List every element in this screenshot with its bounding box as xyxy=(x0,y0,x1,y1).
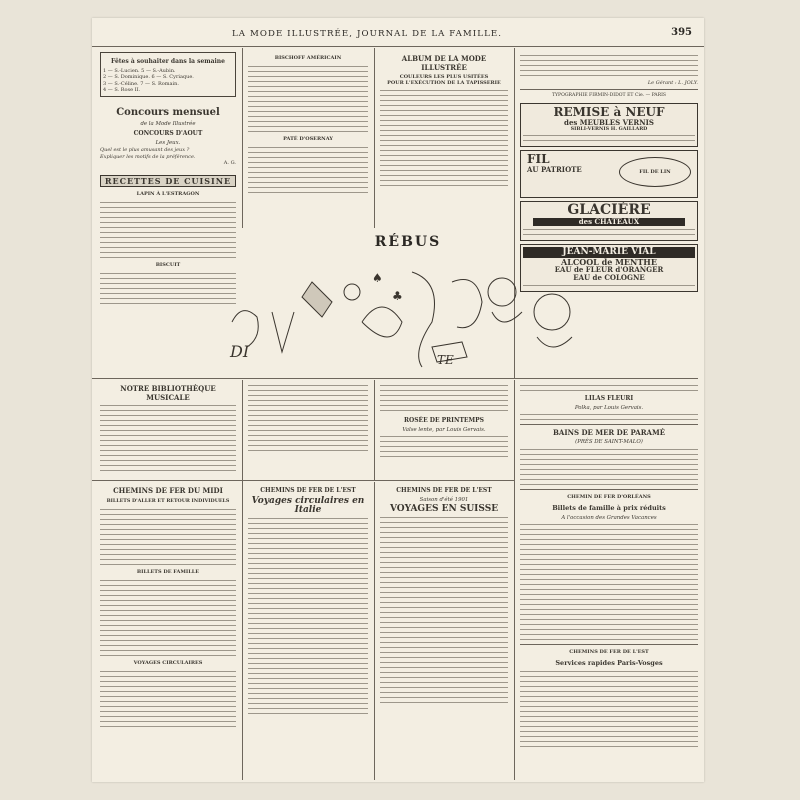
recettes-banner: RECETTES DE CUISINE xyxy=(100,175,236,187)
orleans-title: CHEMIN DE FER D'ORLÉANS xyxy=(567,493,651,500)
column-2-upper xyxy=(248,52,368,196)
column-rule xyxy=(242,380,243,780)
pate-heading: PATÉ D'OSERNAY xyxy=(283,136,333,142)
biblio-section xyxy=(100,382,236,474)
concours-question: Quel est le plus amusant des jeux ? xyxy=(100,147,190,154)
est-italie-section xyxy=(248,484,368,717)
ad-fil-patriote xyxy=(520,150,698,198)
fetes-line: 2 — S. Dominique. 6 — S. Cyriaque. xyxy=(103,74,194,81)
concours-month: CONCOURS D'AOUT xyxy=(133,130,203,138)
ad-remise xyxy=(520,103,698,148)
lapin-heading: LAPIN À L'ESTRAGON xyxy=(136,191,200,198)
midi-section xyxy=(100,484,236,730)
biblio-title: NOTRE BIBLIOTHÈQUE MUSICALE xyxy=(120,384,216,402)
section-rule xyxy=(92,480,514,481)
column-rule xyxy=(514,380,515,780)
concours-jeux: Les Jeux. xyxy=(155,140,181,147)
lilas-subtitle: Polka, par Louis Gervais. xyxy=(574,405,644,411)
ad-fil-title: FIL xyxy=(527,152,550,167)
column-3-upper xyxy=(380,52,508,189)
fetes-line: 4 — S. Rose II. xyxy=(103,87,141,94)
ad-glaciere-title: GLACIÈRE xyxy=(567,202,651,219)
concours-signature: A. G. xyxy=(223,160,236,167)
rosee-section xyxy=(380,382,508,460)
column-rule xyxy=(374,482,375,780)
ad-remise-name: SIBLI-VERNIS H. GAILLARD xyxy=(570,125,648,132)
ad-vial-line: ALCOOL de MENTHE xyxy=(561,257,657,268)
ad-vial-line: EAU de COLOGNE xyxy=(573,273,645,283)
midi-title: CHEMINS DE FER DU MIDI xyxy=(113,486,223,495)
fetes-line: 3 — S.-Céline. 7 — S. Romain. xyxy=(103,80,179,87)
concours-title: Concours mensuel xyxy=(116,106,220,118)
ad-glaciere-subtitle: des CHATEAUX xyxy=(533,218,685,226)
section-rule xyxy=(242,378,698,379)
famille-title: BILLETS DE FAMILLE xyxy=(136,569,200,575)
est-title: CHEMINS DE FER DE L'EST xyxy=(260,487,356,494)
orleans-subtitle-2: A l'occasion des Grandes Vacances xyxy=(561,514,657,521)
ad-vial-line: EAU de FLEUR d'ORANGER xyxy=(554,265,664,275)
column-rule xyxy=(242,48,243,228)
svg-text:♣: ♣ xyxy=(392,289,403,303)
column-4-ads xyxy=(520,52,698,295)
column-rule xyxy=(374,48,375,228)
bains-subtitle: (PRÈS DE SAINT-MALO) xyxy=(575,439,643,446)
concours-subtitle: de la Mode Illustrée xyxy=(140,120,196,127)
vosges-subtitle: Services rapides Paris-Vosges xyxy=(555,659,663,668)
album-title: ALBUM DE LA MODE ILLUSTRÉE xyxy=(401,54,487,72)
running-header xyxy=(92,24,704,47)
newspaper-page xyxy=(92,18,704,782)
page-number: 395 xyxy=(671,27,692,38)
biblio-continued xyxy=(248,382,368,454)
circulaires-title: VOYAGES CIRCULAIRES xyxy=(133,660,203,666)
album-subtitle: POUR L'EXÉCUTION DE LA TAPISSERIE xyxy=(387,80,501,86)
ad-vial-title: JEAN-MARIE VIAL xyxy=(523,247,695,258)
svg-text:TE: TE xyxy=(437,353,454,367)
vosges-title: CHEMINS DE FER DE L'EST xyxy=(569,649,649,656)
ad-fil-spool: FIL DE LIN xyxy=(619,157,691,187)
suisse-voyages: VOYAGES EN SUISSE xyxy=(389,504,499,515)
gerant-line: Le Gérant : L. JOLY. xyxy=(647,80,698,86)
concours-question: Expliquer les motifs de la préférence. xyxy=(100,153,196,160)
rosee-title: ROSÉE DE PRINTEMPS xyxy=(404,417,484,424)
typography-line: TYPOGRAPHIE FIRMIN-DIDOT ET Cie. — PARIS xyxy=(551,93,667,99)
rebus-title: RÉBUS xyxy=(374,234,442,250)
journal-title: LA MODE ILLUSTRÉE, JOURNAL DE LA FAMILLE. xyxy=(232,29,503,39)
ad-fil-patriote-name: AU PATRIOTE xyxy=(527,165,582,175)
lilas-section xyxy=(520,382,698,750)
album-subtitle: COULEURS LES PLUS USITÉES xyxy=(399,74,489,80)
fetes-line: 1 — S.-Lucien. 5 — S.-Aubin. xyxy=(103,68,176,74)
bischoff-heading: BISCHOFF AMÉRICAIN xyxy=(274,55,342,61)
lilas-title: LILAS FLEURI xyxy=(584,395,634,402)
ad-glaciere xyxy=(520,201,698,241)
est-suisse-section xyxy=(380,484,508,706)
ad-remise-subtitle: des MEUBLES VERNIS xyxy=(564,117,654,127)
fetes-heading: Fêtes à souhaiter dans la semaine xyxy=(111,58,225,65)
svg-text:♠: ♠ xyxy=(372,271,383,285)
ad-vial xyxy=(520,244,698,292)
column-rule xyxy=(374,380,375,480)
section-rule xyxy=(92,378,242,379)
svg-text:DI: DI xyxy=(230,342,250,361)
biscuit-heading: BISCUIT xyxy=(155,262,181,269)
fetes-box xyxy=(100,52,236,97)
ad-remise-title: REMISE à NEUF xyxy=(553,104,665,119)
midi-subtitle: BILLETS D'ALLER ET RETOUR INDIVIDUELS xyxy=(106,498,230,504)
bains-title: BAINS DE MER DE PARAMÉ xyxy=(552,428,666,438)
suisse-subtitle: Saison d'été 1901 xyxy=(419,497,469,503)
orleans-subtitle: Billets de famille à prix réduits xyxy=(552,503,666,512)
est-voyages: Voyages circulaires en Italie xyxy=(251,496,365,515)
rosee-subtitle: Valse lente, par Louis Gervais. xyxy=(402,427,486,433)
suisse-title: CHEMINS DE FER DE L'EST xyxy=(396,487,492,494)
